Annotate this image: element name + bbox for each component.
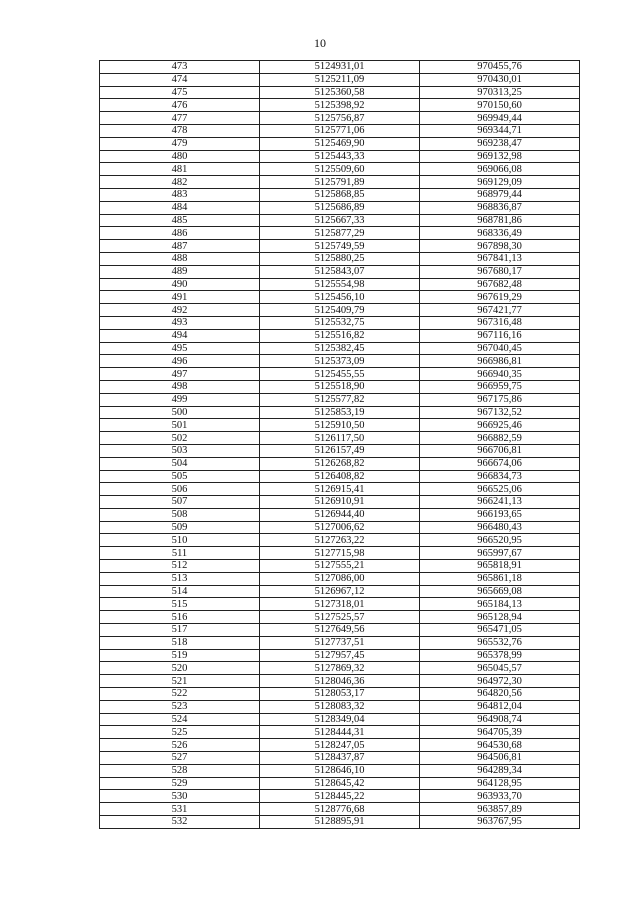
x-coordinate-cell: 5125771,06 [260, 124, 420, 137]
table-row [100, 124, 580, 137]
x-coordinate-cell: 5126910,91 [260, 496, 420, 509]
y-coordinate-cell: 966525,06 [420, 483, 580, 496]
point-number-cell: 520 [100, 662, 260, 675]
table-row [100, 176, 580, 189]
point-number-cell: 476 [100, 99, 260, 112]
table-row [100, 406, 580, 419]
y-coordinate-cell: 968979,44 [420, 188, 580, 201]
x-coordinate-cell: 5127715,98 [260, 547, 420, 560]
coordinates-table-body [100, 61, 580, 829]
table-row [100, 764, 580, 777]
y-coordinate-cell: 969949,44 [420, 112, 580, 125]
x-coordinate-cell: 5128645,42 [260, 777, 420, 790]
x-coordinate-cell: 5127263,22 [260, 534, 420, 547]
y-coordinate-cell: 966193,65 [420, 508, 580, 521]
x-coordinate-cell: 5125516,82 [260, 329, 420, 342]
point-number-cell: 522 [100, 688, 260, 701]
table-row [100, 688, 580, 701]
coordinates-table [99, 60, 580, 829]
table-row [100, 726, 580, 739]
y-coordinate-cell: 967116,16 [420, 329, 580, 342]
x-coordinate-cell: 5125791,89 [260, 176, 420, 189]
y-coordinate-cell: 969344,71 [420, 124, 580, 137]
x-coordinate-cell: 5125853,19 [260, 406, 420, 419]
y-coordinate-cell: 964972,30 [420, 675, 580, 688]
y-coordinate-cell: 965045,57 [420, 662, 580, 675]
point-number-cell: 481 [100, 163, 260, 176]
y-coordinate-cell: 965128,94 [420, 611, 580, 624]
y-coordinate-cell: 970313,25 [420, 86, 580, 99]
point-number-cell: 497 [100, 368, 260, 381]
x-coordinate-cell: 5125373,09 [260, 355, 420, 368]
y-coordinate-cell: 969132,98 [420, 150, 580, 163]
y-coordinate-cell: 967898,30 [420, 240, 580, 253]
x-coordinate-cell: 5128445,22 [260, 790, 420, 803]
x-coordinate-cell: 5125443,33 [260, 150, 420, 163]
table-row [100, 560, 580, 573]
point-number-cell: 486 [100, 227, 260, 240]
x-coordinate-cell: 5127006,62 [260, 521, 420, 534]
point-number-cell: 493 [100, 316, 260, 329]
y-coordinate-cell: 969129,09 [420, 176, 580, 189]
y-coordinate-cell: 967619,29 [420, 291, 580, 304]
x-coordinate-cell: 5125667,33 [260, 214, 420, 227]
x-coordinate-cell: 5125409,79 [260, 304, 420, 317]
table-row [100, 483, 580, 496]
x-coordinate-cell: 5128895,91 [260, 816, 420, 829]
point-number-cell: 528 [100, 764, 260, 777]
table-row [100, 598, 580, 611]
table-row [100, 112, 580, 125]
x-coordinate-cell: 5128053,17 [260, 688, 420, 701]
x-coordinate-cell: 5127086,00 [260, 572, 420, 585]
y-coordinate-cell: 967841,13 [420, 252, 580, 265]
point-number-cell: 482 [100, 176, 260, 189]
table-row [100, 252, 580, 265]
x-coordinate-cell: 5125532,75 [260, 316, 420, 329]
point-number-cell: 524 [100, 713, 260, 726]
x-coordinate-cell: 5125398,92 [260, 99, 420, 112]
x-coordinate-cell: 5125509,60 [260, 163, 420, 176]
table-row [100, 342, 580, 355]
x-coordinate-cell: 5125456,10 [260, 291, 420, 304]
table-row [100, 816, 580, 829]
x-coordinate-cell: 5125469,90 [260, 137, 420, 150]
point-number-cell: 498 [100, 380, 260, 393]
table-row [100, 713, 580, 726]
point-number-cell: 480 [100, 150, 260, 163]
x-coordinate-cell: 5125360,58 [260, 86, 420, 99]
table-row [100, 291, 580, 304]
table-row [100, 777, 580, 790]
table-row [100, 636, 580, 649]
point-number-cell: 503 [100, 444, 260, 457]
table-row [100, 624, 580, 637]
point-number-cell: 514 [100, 585, 260, 598]
point-number-cell: 485 [100, 214, 260, 227]
table-row [100, 304, 580, 317]
table-row [100, 86, 580, 99]
point-number-cell: 474 [100, 73, 260, 86]
table-row [100, 649, 580, 662]
x-coordinate-cell: 5125554,98 [260, 278, 420, 291]
table-row [100, 611, 580, 624]
y-coordinate-cell: 965532,76 [420, 636, 580, 649]
y-coordinate-cell: 963933,70 [420, 790, 580, 803]
y-coordinate-cell: 965471,05 [420, 624, 580, 637]
x-coordinate-cell: 5127555,21 [260, 560, 420, 573]
point-number-cell: 496 [100, 355, 260, 368]
point-number-cell: 495 [100, 342, 260, 355]
table-row [100, 137, 580, 150]
point-number-cell: 513 [100, 572, 260, 585]
x-coordinate-cell: 5125868,85 [260, 188, 420, 201]
table-row [100, 227, 580, 240]
point-number-cell: 531 [100, 803, 260, 816]
y-coordinate-cell: 963767,95 [420, 816, 580, 829]
y-coordinate-cell: 969066,08 [420, 163, 580, 176]
table-row [100, 572, 580, 585]
x-coordinate-cell: 5125211,09 [260, 73, 420, 86]
point-number-cell: 479 [100, 137, 260, 150]
point-number-cell: 509 [100, 521, 260, 534]
y-coordinate-cell: 964506,81 [420, 752, 580, 765]
table-row [100, 585, 580, 598]
y-coordinate-cell: 965184,13 [420, 598, 580, 611]
point-number-cell: 516 [100, 611, 260, 624]
table-row [100, 380, 580, 393]
x-coordinate-cell: 5126117,50 [260, 432, 420, 445]
y-coordinate-cell: 966925,46 [420, 419, 580, 432]
y-coordinate-cell: 965378,99 [420, 649, 580, 662]
point-number-cell: 484 [100, 201, 260, 214]
x-coordinate-cell: 5127318,01 [260, 598, 420, 611]
y-coordinate-cell: 964705,39 [420, 726, 580, 739]
x-coordinate-cell: 5125880,25 [260, 252, 420, 265]
x-coordinate-cell: 5128247,05 [260, 739, 420, 752]
x-coordinate-cell: 5126408,82 [260, 470, 420, 483]
point-number-cell: 473 [100, 61, 260, 74]
x-coordinate-cell: 5128349,04 [260, 713, 420, 726]
table-row [100, 240, 580, 253]
point-number-cell: 506 [100, 483, 260, 496]
y-coordinate-cell: 966241,13 [420, 496, 580, 509]
point-number-cell: 494 [100, 329, 260, 342]
table-row [100, 265, 580, 278]
table-row [100, 201, 580, 214]
y-coordinate-cell: 965861,18 [420, 572, 580, 585]
table-row [100, 73, 580, 86]
table-row [100, 790, 580, 803]
x-coordinate-cell: 5127525,57 [260, 611, 420, 624]
y-coordinate-cell: 966882,59 [420, 432, 580, 445]
y-coordinate-cell: 967132,52 [420, 406, 580, 419]
point-number-cell: 529 [100, 777, 260, 790]
y-coordinate-cell: 966520,95 [420, 534, 580, 547]
table-row [100, 496, 580, 509]
table-row [100, 355, 580, 368]
x-coordinate-cell: 5125910,50 [260, 419, 420, 432]
point-number-cell: 526 [100, 739, 260, 752]
point-number-cell: 488 [100, 252, 260, 265]
table-row [100, 547, 580, 560]
y-coordinate-cell: 967040,45 [420, 342, 580, 355]
y-coordinate-cell: 968836,87 [420, 201, 580, 214]
y-coordinate-cell: 965669,08 [420, 585, 580, 598]
y-coordinate-cell: 965997,67 [420, 547, 580, 560]
y-coordinate-cell: 964289,34 [420, 764, 580, 777]
table-row [100, 214, 580, 227]
x-coordinate-cell: 5125749,59 [260, 240, 420, 253]
point-number-cell: 475 [100, 86, 260, 99]
point-number-cell: 523 [100, 700, 260, 713]
table-row [100, 444, 580, 457]
table-row [100, 150, 580, 163]
y-coordinate-cell: 970430,01 [420, 73, 580, 86]
y-coordinate-cell: 969238,47 [420, 137, 580, 150]
point-number-cell: 532 [100, 816, 260, 829]
y-coordinate-cell: 967682,48 [420, 278, 580, 291]
x-coordinate-cell: 5125843,07 [260, 265, 420, 278]
x-coordinate-cell: 5126915,41 [260, 483, 420, 496]
x-coordinate-cell: 5127869,32 [260, 662, 420, 675]
x-coordinate-cell: 5128437,87 [260, 752, 420, 765]
point-number-cell: 504 [100, 457, 260, 470]
point-number-cell: 490 [100, 278, 260, 291]
x-coordinate-cell: 5125877,29 [260, 227, 420, 240]
x-coordinate-cell: 5126944,40 [260, 508, 420, 521]
table-row [100, 803, 580, 816]
y-coordinate-cell: 964530,68 [420, 739, 580, 752]
y-coordinate-cell: 967175,86 [420, 393, 580, 406]
point-number-cell: 477 [100, 112, 260, 125]
point-number-cell: 487 [100, 240, 260, 253]
y-coordinate-cell: 966674,06 [420, 457, 580, 470]
point-number-cell: 507 [100, 496, 260, 509]
x-coordinate-cell: 5125455,55 [260, 368, 420, 381]
y-coordinate-cell: 966986,81 [420, 355, 580, 368]
x-coordinate-cell: 5127649,56 [260, 624, 420, 637]
y-coordinate-cell: 970455,76 [420, 61, 580, 74]
table-row [100, 278, 580, 291]
table-row [100, 534, 580, 547]
y-coordinate-cell: 966706,81 [420, 444, 580, 457]
y-coordinate-cell: 970150,60 [420, 99, 580, 112]
table-row [100, 188, 580, 201]
x-coordinate-cell: 5126157,49 [260, 444, 420, 457]
x-coordinate-cell: 5125518,90 [260, 380, 420, 393]
y-coordinate-cell: 964812,04 [420, 700, 580, 713]
table-row [100, 163, 580, 176]
table-row [100, 675, 580, 688]
table-row [100, 457, 580, 470]
point-number-cell: 525 [100, 726, 260, 739]
table-row [100, 662, 580, 675]
y-coordinate-cell: 967316,48 [420, 316, 580, 329]
table-row [100, 508, 580, 521]
table-row [100, 329, 580, 342]
point-number-cell: 518 [100, 636, 260, 649]
table-row [100, 393, 580, 406]
point-number-cell: 501 [100, 419, 260, 432]
y-coordinate-cell: 965818,91 [420, 560, 580, 573]
x-coordinate-cell: 5127957,45 [260, 649, 420, 662]
point-number-cell: 492 [100, 304, 260, 317]
point-number-cell: 521 [100, 675, 260, 688]
point-number-cell: 500 [100, 406, 260, 419]
y-coordinate-cell: 967421,77 [420, 304, 580, 317]
point-number-cell: 519 [100, 649, 260, 662]
point-number-cell: 478 [100, 124, 260, 137]
x-coordinate-cell: 5128083,32 [260, 700, 420, 713]
point-number-cell: 515 [100, 598, 260, 611]
x-coordinate-cell: 5126967,12 [260, 585, 420, 598]
y-coordinate-cell: 964128,95 [420, 777, 580, 790]
x-coordinate-cell: 5125577,82 [260, 393, 420, 406]
y-coordinate-cell: 968336,49 [420, 227, 580, 240]
table-row [100, 739, 580, 752]
point-number-cell: 511 [100, 547, 260, 560]
page-number: 10 [314, 36, 326, 50]
point-number-cell: 512 [100, 560, 260, 573]
y-coordinate-cell: 968781,86 [420, 214, 580, 227]
y-coordinate-cell: 964820,56 [420, 688, 580, 701]
point-number-cell: 517 [100, 624, 260, 637]
y-coordinate-cell: 963857,89 [420, 803, 580, 816]
point-number-cell: 489 [100, 265, 260, 278]
x-coordinate-cell: 5128444,31 [260, 726, 420, 739]
x-coordinate-cell: 5125756,87 [260, 112, 420, 125]
table-row [100, 419, 580, 432]
point-number-cell: 491 [100, 291, 260, 304]
point-number-cell: 499 [100, 393, 260, 406]
table-row [100, 521, 580, 534]
point-number-cell: 530 [100, 790, 260, 803]
table-row [100, 470, 580, 483]
y-coordinate-cell: 966834,73 [420, 470, 580, 483]
table-row [100, 99, 580, 112]
x-coordinate-cell: 5124931,01 [260, 61, 420, 74]
table-row [100, 432, 580, 445]
x-coordinate-cell: 5127737,51 [260, 636, 420, 649]
table-row [100, 700, 580, 713]
table-row [100, 752, 580, 765]
table-row [100, 316, 580, 329]
y-coordinate-cell: 966940,35 [420, 368, 580, 381]
x-coordinate-cell: 5128776,68 [260, 803, 420, 816]
y-coordinate-cell: 966959,75 [420, 380, 580, 393]
x-coordinate-cell: 5125686,89 [260, 201, 420, 214]
y-coordinate-cell: 966480,43 [420, 521, 580, 534]
y-coordinate-cell: 967680,17 [420, 265, 580, 278]
x-coordinate-cell: 5128646,10 [260, 764, 420, 777]
point-number-cell: 527 [100, 752, 260, 765]
point-number-cell: 510 [100, 534, 260, 547]
x-coordinate-cell: 5125382,45 [260, 342, 420, 355]
point-number-cell: 508 [100, 508, 260, 521]
table-row [100, 61, 580, 74]
x-coordinate-cell: 5128046,36 [260, 675, 420, 688]
table-row [100, 368, 580, 381]
y-coordinate-cell: 964908,74 [420, 713, 580, 726]
point-number-cell: 505 [100, 470, 260, 483]
point-number-cell: 502 [100, 432, 260, 445]
point-number-cell: 483 [100, 188, 260, 201]
x-coordinate-cell: 5126268,82 [260, 457, 420, 470]
